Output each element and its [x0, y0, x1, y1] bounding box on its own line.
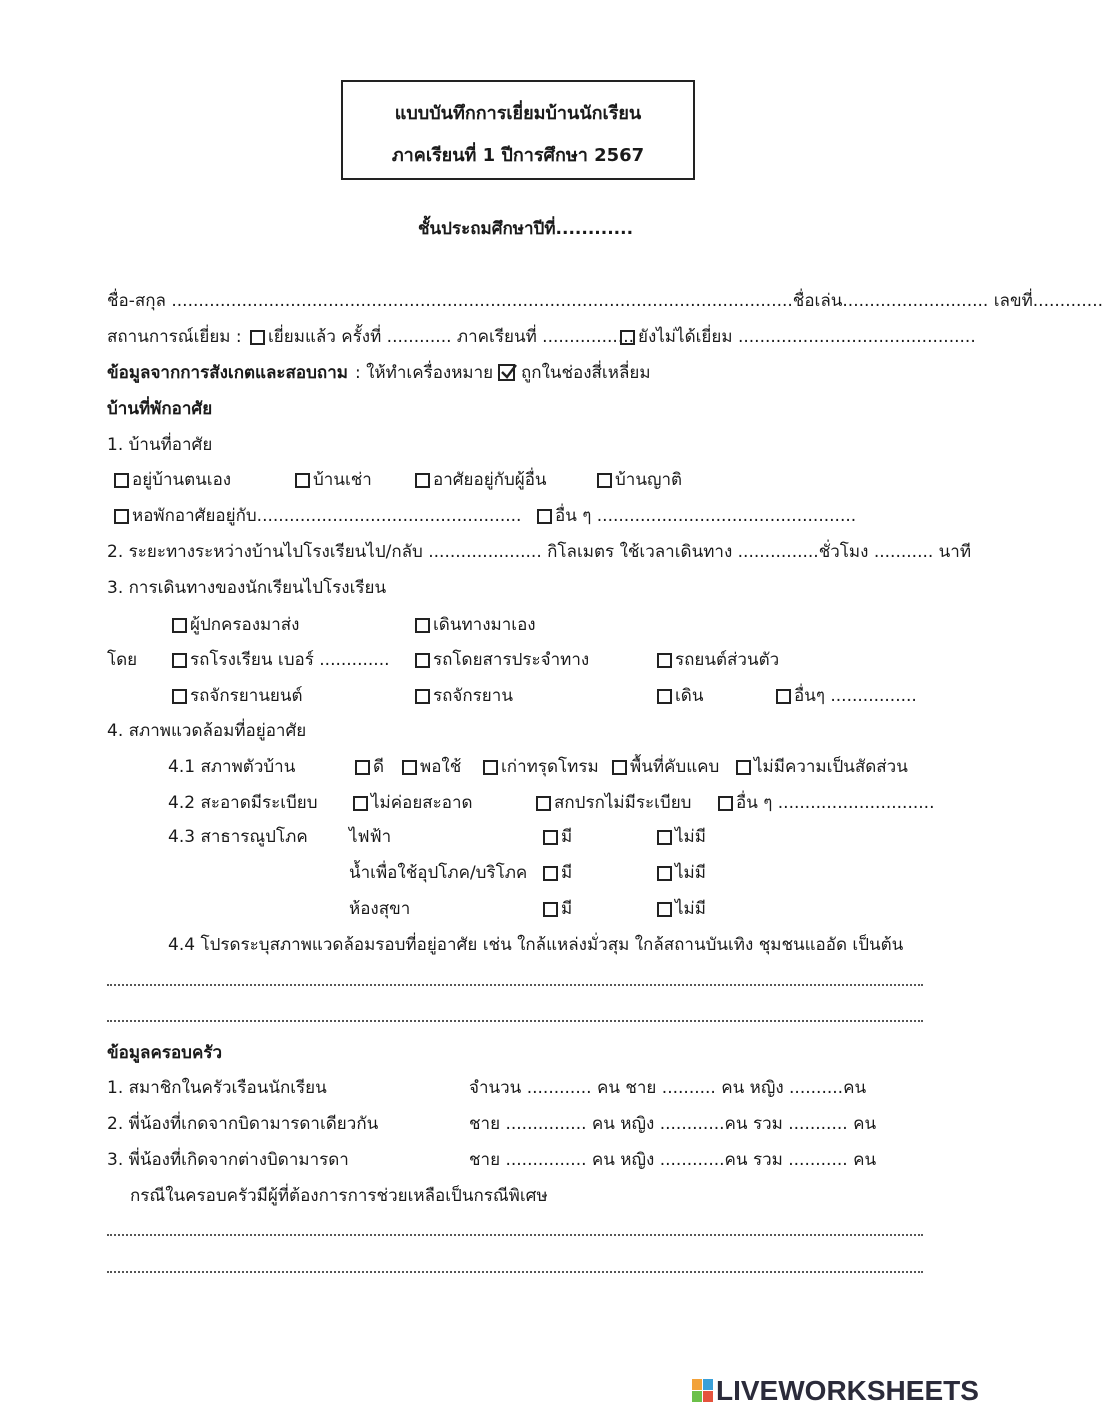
q41-cramped-checkbox[interactable]: [612, 760, 627, 775]
q3-walk-checkbox[interactable]: [657, 689, 672, 704]
q43-electric-no: ไม่มี: [675, 827, 706, 847]
q43-toilet-no: ไม่มี: [675, 899, 706, 919]
q3-parent: ผู้ปกครองมาส่ง: [190, 615, 300, 635]
q3-public-bus-checkbox[interactable]: [415, 653, 430, 668]
grade-line: ชั้นประถมศึกษาปีที่............: [418, 219, 634, 239]
f1-label: 1. สมาชิกในครัวเรือนนักเรียน: [107, 1078, 327, 1098]
q41-noprivacy: ไม่มีความเป็นสัดส่วน: [754, 757, 908, 777]
q43-toilet-yes-checkbox[interactable]: [543, 902, 558, 917]
q43-electric: ไฟฟ้า: [349, 827, 392, 847]
family-heading: ข้อมูลครอบครัว: [107, 1043, 223, 1063]
logo-grid-icon: [692, 1379, 714, 1403]
title-box: [341, 80, 695, 180]
name-row: ชื่อ-สกุล ...................................................................................................................ชื่อเล่น........................... เลขที่.............: [107, 291, 1103, 311]
observation-instruction: : ให้ทำเครื่องหมาย: [355, 363, 494, 383]
q41-old: เก่าทรุดโทรม: [501, 757, 599, 777]
visit-done-checkbox[interactable]: [250, 330, 265, 345]
checked-box-icon: [498, 364, 515, 381]
q3-motorcycle-checkbox[interactable]: [172, 689, 187, 704]
q1-relative-checkbox[interactable]: [597, 473, 612, 488]
q3-car: รถยนต์ส่วนตัว: [675, 650, 780, 670]
visit-not-checkbox[interactable]: [620, 330, 635, 345]
q3-motorcycle: รถจักรยานยนต์: [190, 686, 303, 706]
q1-other: อื่น ๆ ................................................: [555, 506, 857, 526]
q44-answer-line-2[interactable]: [107, 1020, 923, 1022]
q1-label: 1. บ้านที่อาศัย: [107, 435, 213, 455]
q43-water: น้ำเพื่อใช้อุปโภค/บริโภค: [349, 863, 528, 883]
logo-text: LIVEWORKSHEETS: [716, 1375, 979, 1406]
q3-walk: เดิน: [675, 686, 704, 706]
q3-label: 3. การเดินทางของนักเรียนไปโรงเรียน: [107, 578, 387, 598]
f3-value: ชาย ............... คน หญิง ............คน รวม ........... คน: [469, 1150, 877, 1170]
q4-label: 4. สภาพแวดล้อมที่อยู่อาศัย: [107, 721, 307, 741]
q1-own-checkbox[interactable]: [114, 473, 129, 488]
q43-electric-yes: มี: [561, 827, 573, 847]
q1-dorm: หอพักอาศัยอยู่กับ.................................................: [132, 506, 522, 526]
q43-water-no-checkbox[interactable]: [657, 866, 672, 881]
q3-parent-checkbox[interactable]: [172, 618, 187, 633]
q42-dirty: สกปรกไม่มีระเบียบ: [554, 793, 692, 813]
q43-water-yes: มี: [561, 863, 573, 883]
housing-heading: บ้านที่พักอาศัย: [107, 399, 213, 419]
q3-bicycle-checkbox[interactable]: [415, 689, 430, 704]
q43-toilet: ห้องสุขา: [349, 899, 411, 919]
special-answer-line-1[interactable]: [107, 1234, 923, 1236]
observation-heading: ข้อมูลจากการสังเกตและสอบถาม: [107, 363, 348, 383]
q3-other: อื่นๆ ................: [794, 686, 917, 706]
q3-self-checkbox[interactable]: [415, 618, 430, 633]
visit-done-text: เยี่ยมแล้ว ครั้งที่ ............ ภาคเรียนที่ .................: [268, 327, 635, 347]
q3-public-bus: รถโดยสารประจำทาง: [433, 650, 590, 670]
q1-own: อยู่บ้านตนเอง: [132, 470, 232, 490]
form-title: แบบบันทึกการเยี่ยมบ้านนักเรียน: [394, 103, 642, 124]
q41-fair: พอใช้: [420, 757, 462, 777]
q3-car-checkbox[interactable]: [657, 653, 672, 668]
q41-old-checkbox[interactable]: [483, 760, 498, 775]
visit-label: สถานการณ์เยี่ยม :: [107, 327, 242, 347]
q43-water-no: ไม่มี: [675, 863, 706, 883]
q42-dirty-checkbox[interactable]: [536, 796, 551, 811]
q42-unclean-checkbox[interactable]: [353, 796, 368, 811]
q1-others: อาศัยอยู่กับผู้อื่น: [433, 470, 547, 490]
q43-electric-yes-checkbox[interactable]: [543, 830, 558, 845]
term-title: ภาคเรียนที่ 1 ปีการศึกษา 2567: [391, 145, 645, 166]
observation-tail: ถูกในช่องสี่เหลี่ยม: [521, 363, 651, 383]
q2-distance: 2. ระยะทางระหว่างบ้านไปโรงเรียนไป/กลับ ..................... กิโลเมตร ใช้เวลาเดินทาง ...............ชั่วโมง ........... นาที: [107, 542, 972, 562]
q41-fair-checkbox[interactable]: [402, 760, 417, 775]
q41-noprivacy-checkbox[interactable]: [736, 760, 751, 775]
f2-label: 2. พี่น้องที่เกดจากบิดามารดาเดียวกัน: [107, 1114, 379, 1134]
q41-cramped: พื้นที่คับแคบ: [630, 757, 720, 777]
q42-other-checkbox[interactable]: [718, 796, 733, 811]
q3-bicycle: รถจักรยาน: [433, 686, 513, 706]
q43-toilet-yes: มี: [561, 899, 573, 919]
q43-toilet-no-checkbox[interactable]: [657, 902, 672, 917]
q3-other-checkbox[interactable]: [776, 689, 791, 704]
q43-water-yes-checkbox[interactable]: [543, 866, 558, 881]
q1-rent: บ้านเช่า: [313, 470, 372, 490]
f1-value: จำนวน ............ คน ชาย .......... คน หญิง ..........คน: [469, 1078, 867, 1098]
q42-unclean: ไม่ค่อยสะอาด: [371, 793, 473, 813]
q3-self: เดินทางมาเอง: [433, 615, 536, 635]
q1-others-checkbox[interactable]: [415, 473, 430, 488]
q41-label: 4.1 สภาพตัวบ้าน: [168, 757, 296, 777]
q3-school-bus-checkbox[interactable]: [172, 653, 187, 668]
q1-rent-checkbox[interactable]: [295, 473, 310, 488]
q43-label: 4.3 สาธารณูปโภค: [168, 827, 308, 847]
q1-other-checkbox[interactable]: [537, 509, 552, 524]
f2-value: ชาย ............... คน หญิง ............คน รวม ........... คน: [469, 1114, 877, 1134]
q42-other: อื่น ๆ .............................: [736, 793, 935, 813]
visit-not-text: ยังไม่ได้เยี่ยม ............................................: [638, 327, 976, 347]
q42-label: 4.2 สะอาดมีระเบียบ: [168, 793, 318, 813]
q41-good-checkbox[interactable]: [355, 760, 370, 775]
q1-relative: บ้านญาติ: [615, 470, 683, 490]
q43-electric-no-checkbox[interactable]: [657, 830, 672, 845]
q3-school-bus: รถโรงเรียน เบอร์ .............: [190, 650, 390, 670]
special-answer-line-2[interactable]: [107, 1271, 923, 1273]
f3-label: 3. พี่น้องที่เกิดจากต่างบิดามารดา: [107, 1150, 349, 1170]
q1-dorm-checkbox[interactable]: [114, 509, 129, 524]
q44-answer-line-1[interactable]: [107, 984, 923, 986]
q44-label: 4.4 โปรดระบุสภาพแวดล้อมรอบที่อยู่อาศัย เช่น ใกล้แหล่งมั่วสุม ใกล้สถานบันเทิง ชุมชนแออัด เป็นต้น: [168, 935, 904, 955]
special-case-label: กรณีในครอบครัวมีผู้ที่ต้องการการช่วยเหลือเป็นกรณีพิเศษ: [130, 1186, 548, 1206]
q3-by-label: โดย: [107, 650, 138, 670]
q41-good: ดี: [373, 757, 385, 777]
